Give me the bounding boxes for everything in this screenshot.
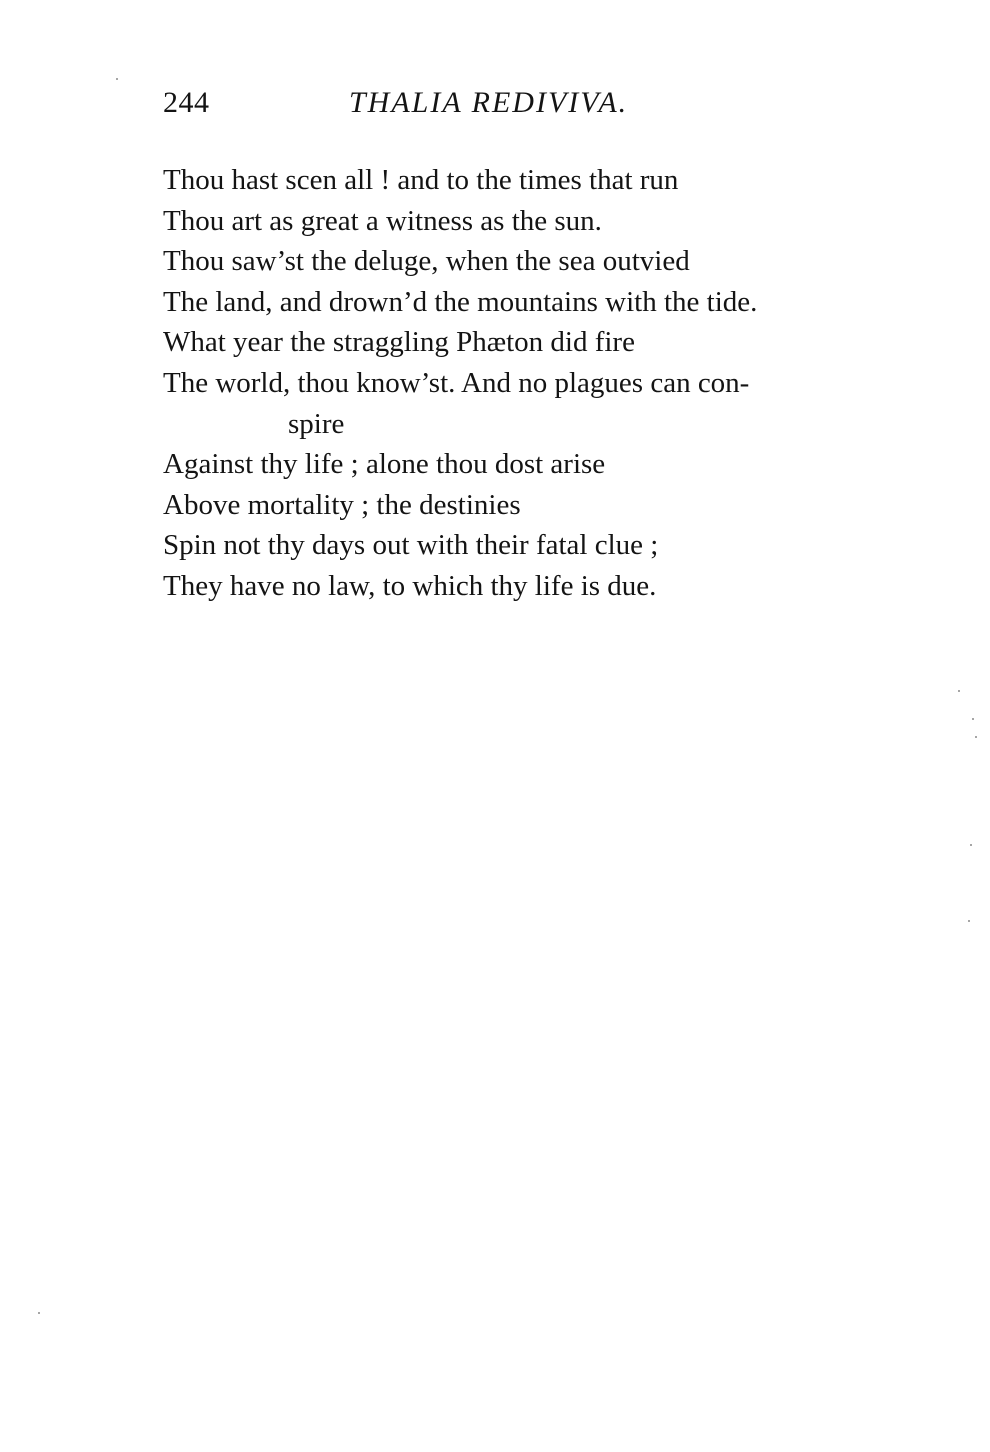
scan-speck [975, 736, 977, 738]
poem-line: They have no law, to which thy life is due. [163, 569, 657, 602]
poem-line: Against thy life ; alone thou dost arise [163, 448, 606, 481]
poem-line: Above mortality ; the destinies [163, 488, 521, 521]
page-number: 244 [163, 86, 210, 119]
poem-line: Thou hast scen all ! and to the times that run [163, 164, 679, 196]
scan-speck [116, 78, 118, 80]
poem-line: The world, thou know’st. And no plagues can con- [163, 366, 750, 399]
scan-speck [968, 920, 970, 922]
scan-speck [972, 718, 974, 720]
scan-speck [970, 844, 972, 846]
poem-line: Thou saw’st the deluge, when the sea outvied [163, 245, 690, 278]
scan-speck [38, 1312, 40, 1314]
poem-line: Thou art as great a witness as the sun. [163, 204, 602, 237]
poem-text [163, 160, 923, 607]
scan-speck [958, 690, 960, 692]
poem-line-continuation: spire [288, 407, 345, 440]
running-title: THALIA REDIVIVA. [349, 86, 629, 119]
poem-line: Spin not thy days out with their fatal clue ; [163, 529, 659, 562]
poem-line: The land, and drown’d the mountains with the tide. [163, 285, 758, 318]
poem-line: What year the straggling Phæton did fire [163, 326, 635, 359]
page-header [163, 86, 763, 126]
